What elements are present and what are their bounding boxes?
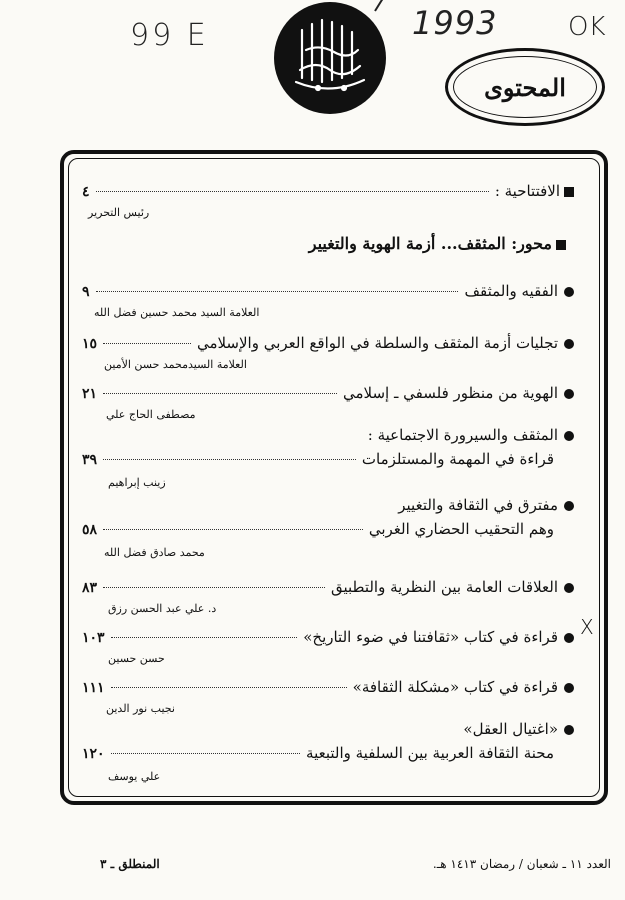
section-heading: محور: المثقف... أزمة الهوية والتغيير (309, 234, 566, 253)
entry-subtitle: وهم التحقيب الحضاري الغربي (368, 520, 554, 538)
entry-author: علي يوسف (108, 770, 161, 783)
bullet-icon (564, 389, 574, 399)
handwritten-year: 1993 (412, 4, 498, 42)
bullet-icon (564, 339, 574, 349)
toc-entry (64, 496, 612, 570)
page-number: ٨٣ (82, 580, 98, 596)
bullet-icon (564, 583, 574, 593)
entry-title: المثقف والسيرورة الاجتماعية : (367, 426, 558, 444)
page-number: ٤ (82, 184, 90, 200)
entry-title: تجليات أزمة المثقف والسلطة في الواقع العربي والإسلامي (196, 334, 558, 352)
entry-title: قراءة في كتاب «ثقافتنا في ضوء التاريخ» (303, 628, 558, 646)
page-number: ١٥ (82, 336, 98, 352)
footer-issue: العدد ١١ ـ شعبان / رمضان ١٤١٣ هـ. (432, 857, 611, 871)
entry-author: العلامة السيد محمد حسين فضل الله (94, 306, 260, 319)
bullet-icon (564, 431, 574, 441)
toc-entry (64, 720, 612, 792)
toc-entry-intro (64, 174, 612, 232)
bullet-icon (564, 725, 574, 735)
handwritten-code: 99 E (130, 18, 209, 53)
entry-author: حسن حسين (108, 652, 165, 665)
page-title: المحتوى (484, 72, 566, 102)
entry-author: محمد صادق فضل الله (104, 546, 205, 559)
page-number: ٥٨ (82, 522, 98, 538)
entry-title: الفقيه والمثقف (464, 282, 558, 300)
square-bullet-icon (564, 187, 574, 197)
page-number: ٩ (82, 284, 90, 300)
entry-title: قراءة في كتاب «مشكلة الثقافة» (352, 678, 558, 696)
entry-author: زينب إبراهيم (108, 476, 166, 489)
toc-entry (64, 274, 612, 332)
page-number: ٢١ (82, 386, 98, 402)
basmala-seal-icon (272, 0, 388, 116)
bullet-icon (564, 287, 574, 297)
entry-author: العلامة السيدمحمد حسن الأمين (104, 358, 247, 371)
margin-mark: X (580, 615, 594, 639)
bullet-icon (564, 683, 574, 693)
entry-author: د. علي عبد الحسن رزق (108, 602, 217, 615)
entry-author: نجيب نور الدين (106, 702, 175, 715)
handwritten-mark: OK (568, 12, 606, 42)
table-of-contents (60, 150, 608, 805)
page-number: ٣٩ (82, 452, 98, 468)
entry-title: العلاقات العامة بين النظرية والتطبيق (330, 578, 558, 596)
entry-subtitle: محنة الثقافة العربية بين السلفية والتبعية (306, 744, 554, 762)
bullet-icon (564, 633, 574, 643)
entry-title: «اغتيال العقل» (463, 720, 558, 738)
page-number: ١٠٣ (82, 630, 105, 646)
entry-title: الهوية من منظور فلسفي ـ إسلامي (343, 384, 558, 402)
bullet-icon (564, 501, 574, 511)
entry-title: مفترق في الثقافة والتغيير (398, 496, 558, 514)
entry-title: الافتتاحية : (494, 182, 560, 200)
contents-title-badge (445, 48, 605, 126)
entry-author: مصطفى الحاج علي (106, 408, 196, 421)
entry-subtitle: قراءة في المهمة والمستلزمات (361, 450, 554, 468)
page-number: ١١١ (82, 680, 105, 696)
square-bullet-icon (556, 240, 566, 250)
page-number: ١٢٠ (82, 746, 105, 762)
toc-entry (64, 426, 612, 496)
entry-author: رئيس التحرير (88, 206, 150, 219)
footer-journal: المنطلق ـ ٣ (100, 857, 160, 871)
